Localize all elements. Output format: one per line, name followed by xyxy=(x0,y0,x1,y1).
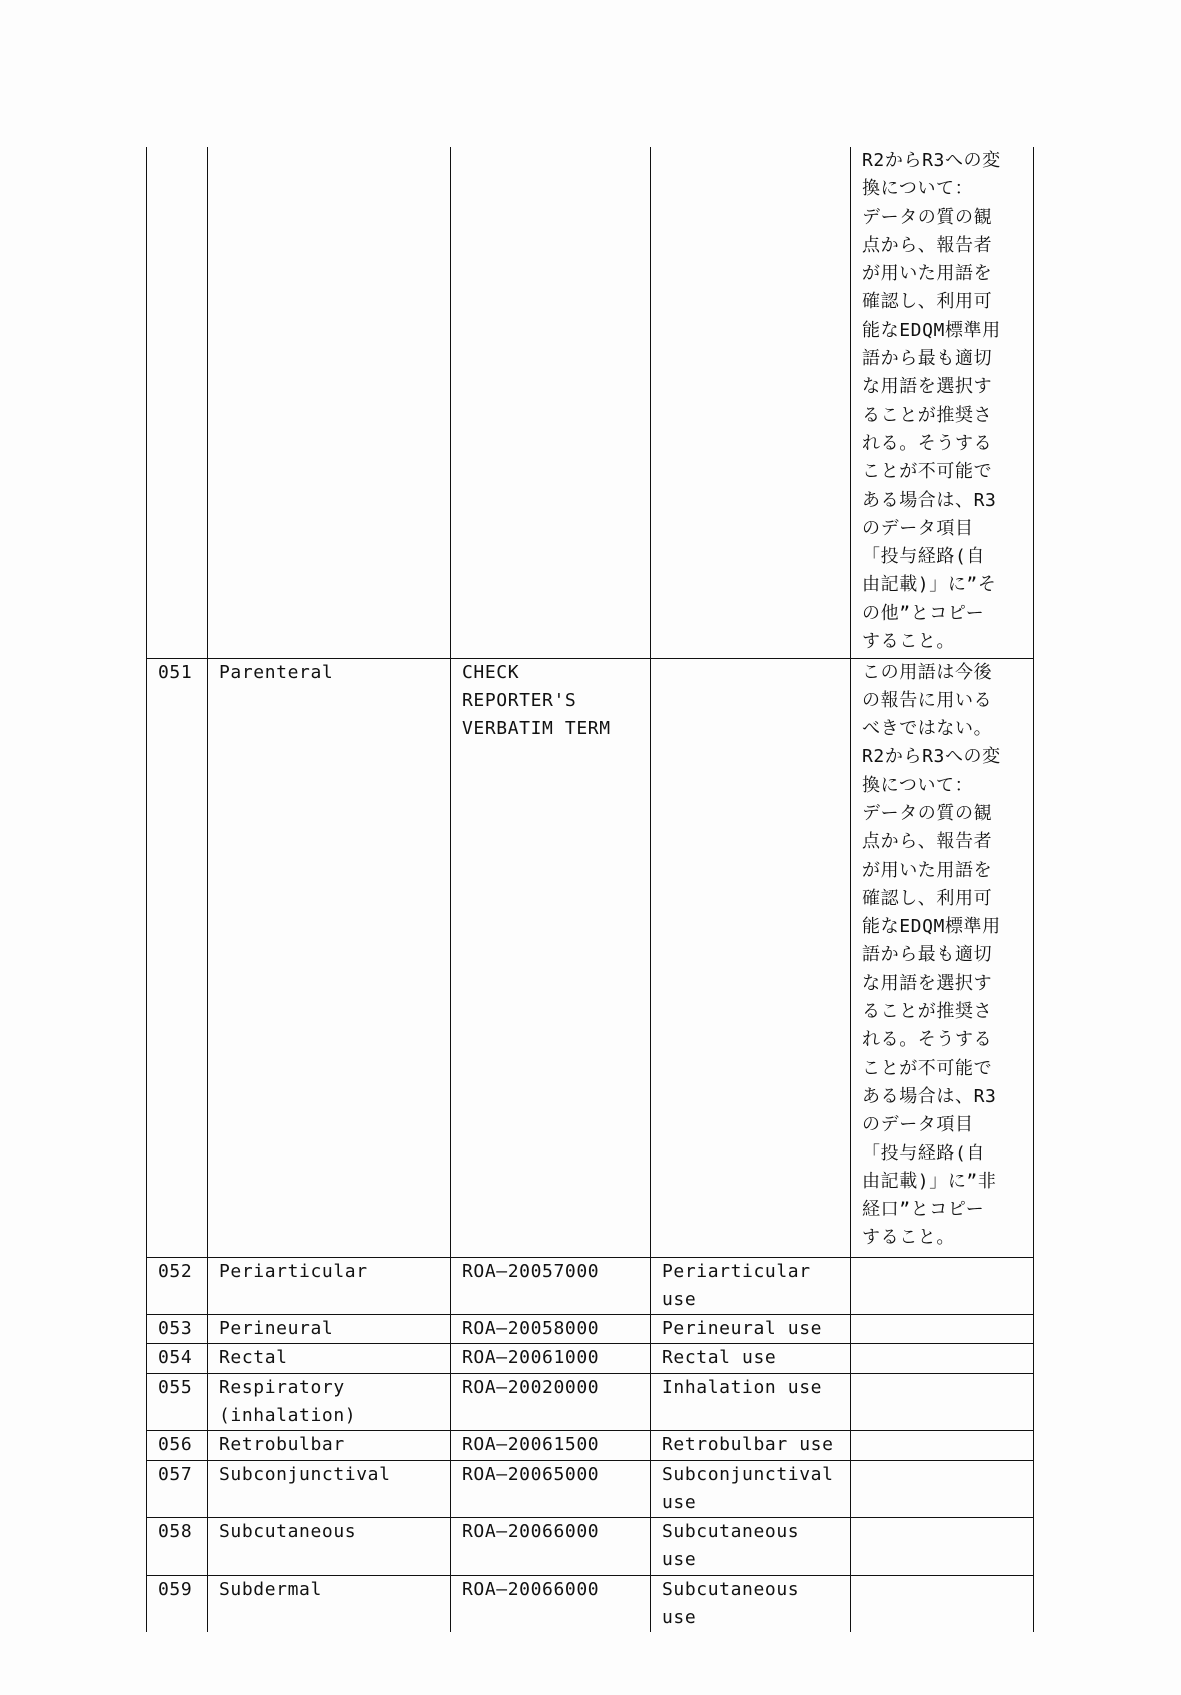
note-cell xyxy=(851,1315,1034,1344)
r2-term-cell: Parenteral xyxy=(208,658,451,1257)
edqm-term-cell: Inhalation use xyxy=(651,1373,851,1431)
edqm-term-cell: Periarticular use xyxy=(651,1257,851,1315)
edqm-code-cell: ROA—20061000 xyxy=(451,1344,651,1373)
table-row xyxy=(147,1518,1034,1576)
note-cell xyxy=(851,1575,1034,1632)
route-of-administration-table xyxy=(146,147,1034,1632)
code-cell: 056 xyxy=(147,1431,208,1460)
edqm-term-cell xyxy=(651,658,851,1257)
edqm-term-cell: Perineural use xyxy=(651,1315,851,1344)
table-row xyxy=(147,658,1034,1257)
r2-term-cell xyxy=(208,147,451,658)
r2-term-cell: Periarticular xyxy=(208,1257,451,1315)
edqm-term-cell: Rectal use xyxy=(651,1344,851,1373)
code-cell: 054 xyxy=(147,1344,208,1373)
table-row xyxy=(147,1373,1034,1431)
table-row xyxy=(147,1431,1034,1460)
code-cell: 055 xyxy=(147,1373,208,1431)
r2-term-cell: Retrobulbar xyxy=(208,1431,451,1460)
r2-term-cell: Subconjunctival xyxy=(208,1460,451,1518)
edqm-code-cell: ROA—20066000 xyxy=(451,1518,651,1576)
edqm-code-cell: ROA—20065000 xyxy=(451,1460,651,1518)
r2-term-cell: Rectal xyxy=(208,1344,451,1373)
note-cell xyxy=(851,1460,1034,1518)
edqm-code-cell: ROA—20020000 xyxy=(451,1373,651,1431)
edqm-term-cell: Retrobulbar use xyxy=(651,1431,851,1460)
edqm-term-cell: Subconjunctival use xyxy=(651,1460,851,1518)
edqm-term-cell: Subcutaneous use xyxy=(651,1575,851,1632)
code-cell xyxy=(147,147,208,658)
r2-term-cell: Respiratory (inhalation) xyxy=(208,1373,451,1431)
table-row xyxy=(147,1575,1034,1632)
note-cell xyxy=(851,1257,1034,1315)
note-cell: R2からR3への変 換について： データの質の観 点から、報告者 が用いた用語を 確認し、利用可 能なEDQM標準用 語から最も適切 な用語を選択す ることが推奨さ れる。そうする ことが不可能で ある場合は、R3 のデータ項目 「投与経路(自 由記載)」に”そ の他”とコピー すること。 xyxy=(851,147,1034,658)
edqm-code-cell: CHECK REPORTER'S VERBATIM TERM xyxy=(451,658,651,1257)
edqm-term-cell xyxy=(651,147,851,658)
table-row xyxy=(147,147,1034,658)
note-cell xyxy=(851,1431,1034,1460)
edqm-code-cell: ROA—20058000 xyxy=(451,1315,651,1344)
edqm-code-cell: ROA—20057000 xyxy=(451,1257,651,1315)
edqm-term-cell: Subcutaneous use xyxy=(651,1518,851,1576)
code-cell: 051 xyxy=(147,658,208,1257)
edqm-code-cell: ROA—20061500 xyxy=(451,1431,651,1460)
note-cell xyxy=(851,1373,1034,1431)
note-cell xyxy=(851,1518,1034,1576)
edqm-code-cell: ROA—20066000 xyxy=(451,1575,651,1632)
r2-term-cell: Perineural xyxy=(208,1315,451,1344)
code-cell: 059 xyxy=(147,1575,208,1632)
table-row xyxy=(147,1344,1034,1373)
table-row xyxy=(147,1460,1034,1518)
table-row xyxy=(147,1257,1034,1315)
code-cell: 052 xyxy=(147,1257,208,1315)
code-cell: 057 xyxy=(147,1460,208,1518)
note-cell xyxy=(851,1344,1034,1373)
r2-term-cell: Subdermal xyxy=(208,1575,451,1632)
note-cell: この用語は今後 の報告に用いる べきではない。 R2からR3への変 換について： データの質の観 点から、報告者 が用いた用語を 確認し、利用可 能なEDQM標準用 語から最も適切 な用語を選択す ることが推奨さ れる。そうする ことが不可能で ある場合は、R3 のデータ項目 「投与経路(自 由記載)」に”非 経口”とコピー すること。 xyxy=(851,658,1034,1257)
table-row xyxy=(147,1315,1034,1344)
r2-term-cell: Subcutaneous xyxy=(208,1518,451,1576)
code-cell: 053 xyxy=(147,1315,208,1344)
edqm-code-cell xyxy=(451,147,651,658)
code-cell: 058 xyxy=(147,1518,208,1576)
